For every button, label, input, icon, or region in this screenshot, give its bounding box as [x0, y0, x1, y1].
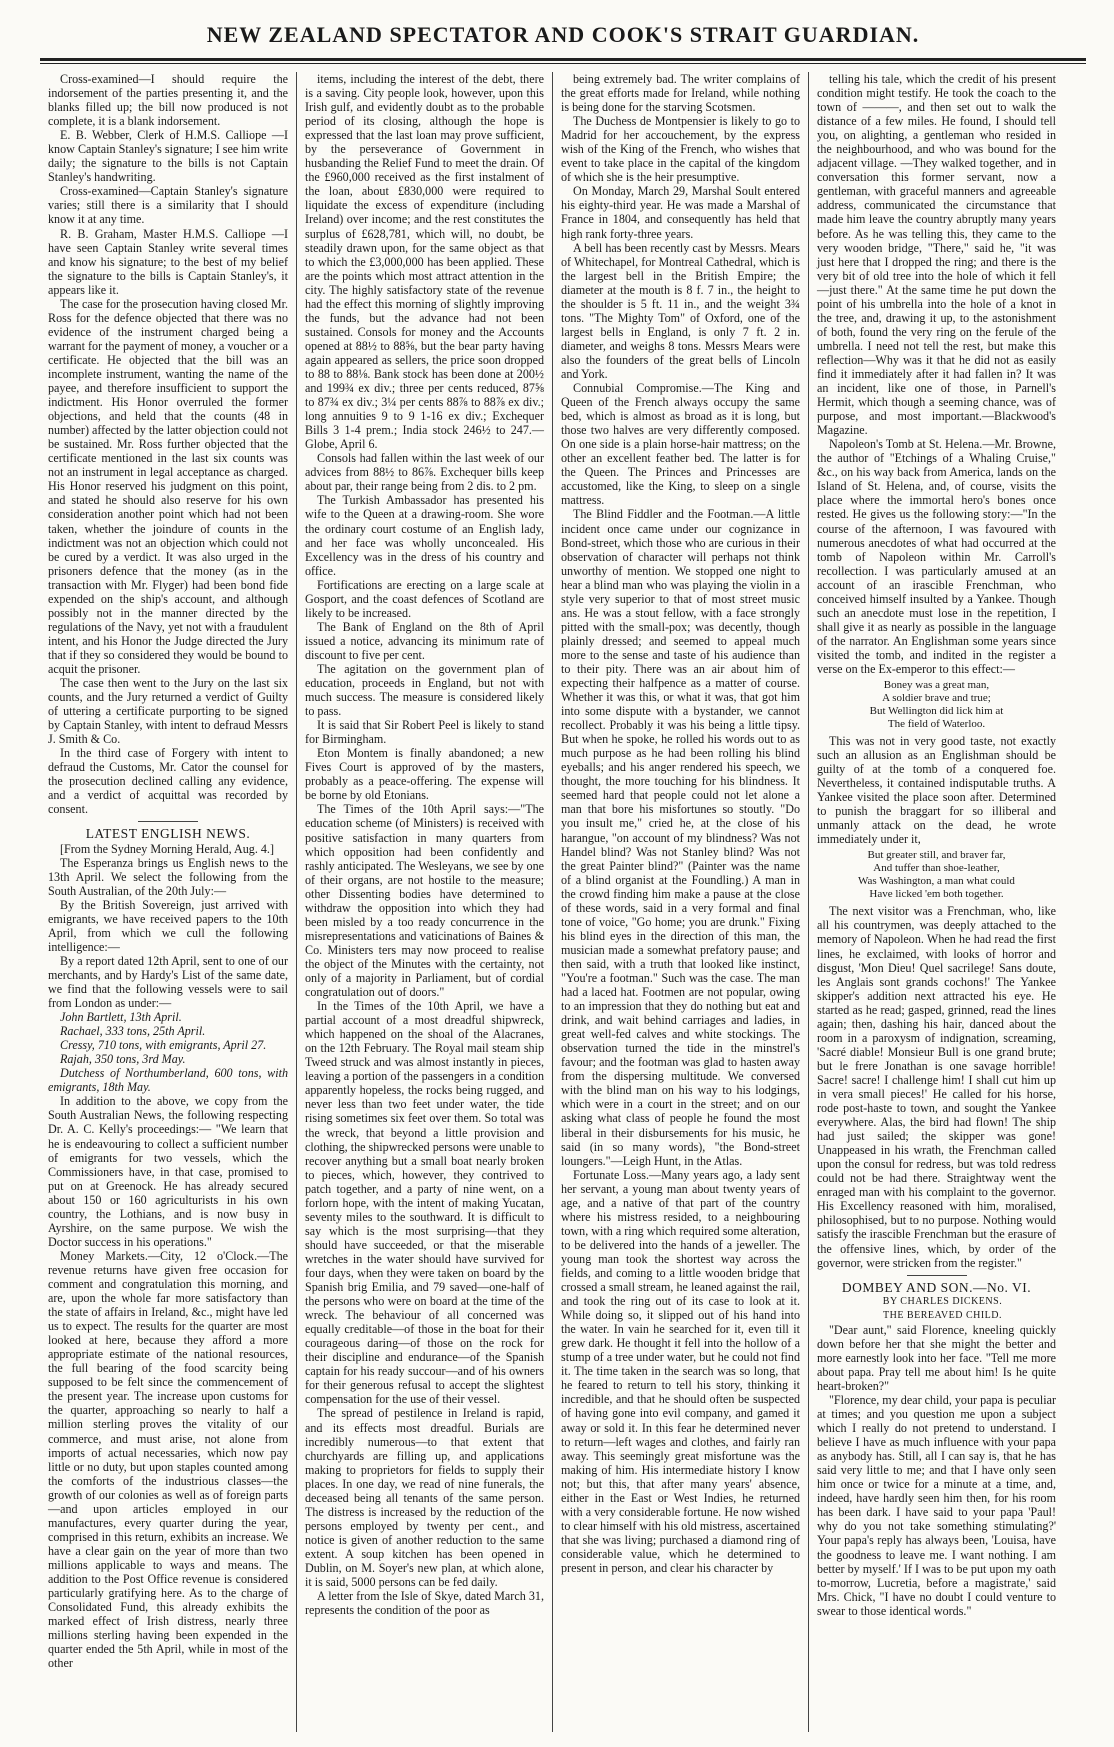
- column-3: [552, 72, 808, 1732]
- verse-line: And tuffer than shoe-leather,: [873, 862, 1000, 875]
- ship-list: [48, 1010, 288, 1094]
- paragraph: On Monday, March 29, Marshal Soult entered his eighty-third year. He was made a Marshal of France in 1804, and consequently has held that high rank forty-three years.: [561, 184, 800, 241]
- paragraph: Cressy, 710 tons, with emigrants, April 27.: [60, 1038, 267, 1053]
- col3-paragraphs: [561, 72, 800, 1575]
- verse-1: [817, 679, 1056, 731]
- section-heading: LATEST ENGLISH NEWS.: [85, 826, 251, 842]
- paragraph: Rachael, 333 tons, 25th April.: [60, 1024, 206, 1039]
- paragraph: The next visitor was a Frenchman, who, like all his countrymen, was deeply attached to the memory of Napoleon. When he had read the first lines, he exclaimed, with looks of horror and disgust, 'Mon Dieu! Quel sacrilege! Sans doute, les Anglais sont grands cochons!' The Yankee skipper's addition next attracted his eye. He started as he read; gasped, grinned, read the lines again; then, dashing his hair, danced about the room in a paroxysm of indignation, screaming, 'Sacré diable! Monsieur Bull is one grand brute; but le frere Jonathan is one savage horrible! Sacre! sacre! I challenge him! I shall cut him up in vera small pieces!' He called for his horse, rode post-haste to town, and sought the Yankee everywhere. Alas, the bird had flown! The ship had just sailed; the skipper was gone! Unappeased in his wrath, the Frenchman called upon the consul for redress, but was told redress could not be had there. Straightway went the enraged man with his complaint to the governor. His Excellency reasoned with him, moralised, philosophised, but to no purpose. Nothing would satisfy the irascible Frenchman but the erasure of the offensive lines, which, by order of the governor, were stricken from the register.": [817, 904, 1056, 1270]
- paragraph: The agitation on the government plan of education, proceeds in England, but not with much success. The measure is considered likely to pass.: [305, 661, 544, 719]
- paragraph: The Blind Fiddler and the Footman.—A little incident once came under our cognizance in Bond-street, which those who are curious in their observation of character will perhaps not think unworthy of mention. We stopped one night to hear a blind man who was playing the violin in a style very superior to that of most street music ans. He was a stout fellow, with a face strongly pitted with the small-pox; was decently, though plainly dressed; and seemed to appeal much more to the sense and taste of his audience than to their pity. There was an air about him of expecting their halfpence as a matter of course. Whether it was this, or what it was, that got him into some dispute with a bystander, we cannot recollect. Probably it was his being a little tipsy. But when he spoke, he rolled his words out to as much purpose as he had been rolling his blind eyeballs; and his anger rendered his speech, we thought, the more touching for his blindness. It seemed hard that people could not let alone a man that bore his misfortunes so stoutly. "Do you insult me," cried he, at the close of his harangue, "on account of my blindness? Was not Handel blind? Was not Stanley blind? Was not the great Painter blind?" (Painter was the name of a blind organist at the Foundling.) A man in the crowd finding him make a pause at the close of these words, said in a very formal and final tone of voice, "Go home; you are drunk." Fixing his blind eyes in the direction of this man, the musician made a somewhat prefatory pause; and then said, with a truth that looked like instinct, "You're a footman." Such was the case. The man had a laced hat. Footmen are not popular, owing to an impression that they do nothing but eat and drink, and wait behind carriages and ladies, in great well-fed calves and white stockings. The observation turned the tide in the minstrel's favour; and the footman was glad to hasten away from the dispersing multitude. We conversed with the blind man on his way to his lodgings, which were in a court in the street; and on our asking what class of people he found the most liberal in their disbursements for his music, he said (in so many words), "the Bond-street loungers."—Leigh Hunt, in the Atlas.: [561, 507, 800, 1168]
- divider: [138, 821, 198, 822]
- col1-paragraphs: [48, 72, 288, 816]
- paragraph: being extremely bad. The writer complains of the great efforts made for Ireland, while nothing is being done for the starving Scotsmen.: [561, 72, 800, 115]
- paragraph: The case for the prosecution having closed Mr. Ross for the defence objected that there was no evidence of the instrument charged being a warrant for the payment of money, a voucher or a certificate. He objected that the bill was an incomplete instrument, wanting the name of the payee, and therefore insufficient to support the indictment. His Honor overruled the former objections, and held that the counts (48 in number) affected by the latter objection could not be sustained. Mr. Ross further objected that the certificate mentioned in the last six counts was not an instrument in legal acceptance as charged. His Honor reserved his judgment on this point, and stated he should also reserve for his own consideration another point which had not been taken, whether the joindure of counts in the indictment was not an objection which could not be cured by a verdict. It was also urged in the prisoners defence that the money (as in the transaction with Mr. Flyger) had been bond fide expended on the ship's account, and although possibly not in the manner directed by the regulations of the Navy, yet not with a fraudulent intent, and his Honor the Judge directed the Jury that if they so considered they would be bound to acquit the prisoner.: [48, 296, 288, 676]
- paragraph: The spread of pestilence in Ireland is rapid, and its effects most dreadful. Burials are incredibly numerous—to that extent that churchyards are filling up, and applications making to proprietors for fields to supply their places. In one day, we read of nine funerals, the deceased being all tenants of the same person. The distress is increased by the reduction of the persons employed by twenty per cent., and notice is given of another reduction to the same extent. A soup kitchen has been opened in Dublin, on M. Soyer's new plan, at which alone, it is said, 5000 persons can be fed daily.: [305, 1406, 544, 1590]
- column-1: [40, 72, 296, 1732]
- paragraph: Fortunate Loss.—Many years ago, a lady sent her servant, a young man about twenty years of age, and a native of that part of the country where his mistress resided, to a neighbouring town, with a ring which required some alteration, to be delivered into the hands of a jeweller. The young man took the shortest way across the fields, and coming to a little wooden bridge that crossed a small stream, he leaned against the rail, and took the ring out of its case to look at it. While doing so, it slipped out of his hand into the water. In vain he searched for it, even till it grew dark. He thought it fell into the hollow of a stump of a tree under water, but he could not find it. The time taken in the search was so long, that he feared to return to tell his story, thinking it incredible, and that he should often be suspected of having gone into evil company, and gamed it away or sold it. In this fear he determined never to return—left wages and clothes, and fairly ran away. This seemingly great misfortune was the making of him. His intermediate history I know not; but this, that after many years' absence, either in the East or West Indies, he returned with a very considerable fortune. He now wished to clear himself with his old mistress, ascertained that she was living; purchased a diamond ring of considerable value, which he determined to present in person, and clear his character by: [561, 1167, 800, 1575]
- paragraph: The case then went to the Jury on the last six counts, and the Jury returned a verdict of Guilty of uttering a certificate purporting to be signed by Captain Stanley, with intent to defraud Messrs J. Smith & Co.: [48, 676, 288, 747]
- paragraph: R. B. Graham, Master H.M.S. Calliope —I have seen Captain Stanley write several times and know his signature; to the best of my belief the signature to the bills is Captain Stanley's, it appears like it.: [48, 226, 288, 297]
- paragraph: The Turkish Ambassador has presented his wife to the Queen at a drawing-room. She wore the ordinary court costume of an English lady, and her face was wholly unconcealed. His Excellency was in the dress of his country and office.: [305, 493, 544, 578]
- masthead-rule: [40, 58, 1086, 61]
- paragraph: Cross-examined—Captain Stanley's signature varies; still there is a similarity that I should know it at any time.: [48, 184, 288, 227]
- col4-paragraphs: [817, 72, 1056, 676]
- columns: [40, 72, 1086, 1732]
- verse-line: Was Washington, a man what could: [858, 875, 1015, 888]
- paragraph: The Esperanza brings us English news to the 13th April. We select the following from the South Australian, of the 20th July:—: [48, 855, 288, 898]
- chapter-title: THE BEREAVED CHILD.: [882, 1309, 1003, 1321]
- paragraph: Money Markets.—City, 12 o'Clock.—The revenue returns have given free occasion for comment and congratulation this morning, and are, upon the whole far more satisfactory than the state of affairs in Ireland, &c., might have led us to expect. The results for the quarter are most looked at here, because they afford a more appropriate estimate of the national resources, the full bearing of the food scarcity being supposed to be felt since the commencement of the present year. The increase upon customs for the quarter, approaching so nearly to half a million sterling proves the vitality of our commerce, and must arise, not alone from imports of actual necessaries, which now pay little or no duty, but upon staples counted among the comforts of the industrious classes—the growth of our colonies as well as of foreign parts—and upon articles employed in our manufactures, every quarter during the year, comprised in this return, exhibits an increase. We have a clear gain on the year of more than two millions applicable to ways and means. The addition to the Post Office revenue is considered particularly gratifying here. As to the charge of Consolidated Fund, this already exhibits the marked effect of Irish distress, nearly three millions sterling having been expended in the quarter ended the 5th April, while in most of the other: [48, 1248, 288, 1671]
- paragraph: [From the Sydney Morning Herald, Aug. 4.]: [60, 841, 274, 856]
- col1b-paragraphs: [48, 842, 288, 1011]
- paragraph: John Bartlett, 13th April.: [60, 1010, 182, 1025]
- paragraph: This was not in very good taste, not exactly such an allusion as an Englishman should be guilty of at the tomb of a conquered foe. Nevertheless, it contained indisputable truths. A Yankee visited the place soon after. Determined to punish the braggart for so illiberal and unmanly attack on the dead, he wrote immediately under it,: [817, 734, 1056, 847]
- paragraph: In the third case of Forgery with intent to defraud the Customs, Mr. Cator the counsel for the prosecution declined calling any evidence, and a verdict of acquittal was recorded by consent.: [48, 746, 288, 817]
- paragraph: Consols had fallen within the last week of our advices from 88½ to 86⅞. Exchequer bills keep about par, their range being from 2 dis. to 2 pm.: [305, 451, 544, 494]
- verse-line: But greater still, and braver far,: [867, 849, 1006, 862]
- paragraph: Connubial Compromise.—The King and Queen of the French always occupy the same bed, which is almost as broad as it is long, but those two halves are very differently composed. On one side is a plain horse-hair mattress; on the other an excellent feather bed. The latter is for the Queen. The Princes and Princesses are accustomed, like the King, to sleep on a single mattress.: [561, 381, 800, 508]
- col4d-paragraphs: [817, 1323, 1056, 1618]
- verse-line: Have licked 'em both together.: [869, 888, 1004, 901]
- column-4: [808, 72, 1064, 1732]
- paragraph: A letter from the Isle of Skye, dated March 31, represents the condition of the poor as: [305, 1589, 544, 1618]
- paragraph: Eton Montem is finally abandoned; a new Fives Court is approved of by the masters, probably as a peace-offering. The expense will be borne by old Etonians.: [305, 746, 544, 803]
- paragraph: "Dear aunt," said Florence, kneeling quickly down before her that she might the better and more earnestly look into her face. "Tell me more about papa. Pray tell me about him! Is he quite heart-broken?": [817, 1322, 1056, 1393]
- masthead-rule-thin: [40, 63, 1086, 64]
- col1c-paragraphs: [48, 1094, 288, 1670]
- col4c-paragraphs: [817, 904, 1056, 1269]
- paragraph: items, including the interest of the debt, there is a saving. City people look, however, upon this Irish gulf, and evidently doubt as to the probable period of its closing, although the hope is expressed that the last loan may prove sufficient, by the perseverance of Government in husbanding the Relief Fund to meet the drain. Of the £960,000 received as the first instalment of the loan, about £830,000 were required to liquidate the excess of expenditure (including Ireland) over income; and the rest constitutes the surplus of £628,781, which will, no doubt, be steadily drawn upon, for the same object as that to which the £3,000,000 has been applied. These are the points which most attract attention in the city. The highly satisfactory state of the revenue had the effect this morning of slightly improving the funds, but the advance had not been sustained. Consols for money and the Accounts opened at 88½ to 88⅝, but the bear party having again appeared as sellers, the price soon dropped to 88 to 88⅛. Bank stock has been done at 200½ and 199¾ ex div.; three per cents reduced, 87⅝ to 87¾ ex div.; 3¼ per cents 88⅞ to 88⅞ ex div.; long annuities 9 to 9 1-16 ex div.; Exchequer Bills 3 1-4 prem.; India stock 246½ to 247.—Globe, April 6.: [305, 72, 544, 452]
- verse-line: But Wellington did lick him at: [869, 705, 1004, 718]
- paragraph: By the British Sovereign, just arrived with emigrants, we have received papers to the 10th April, from which we cull the following intelligence:—: [48, 897, 288, 954]
- verse-line: A soldier brave and true;: [882, 692, 991, 705]
- paragraph: Cross-examined—I should require the indorsement of the parties presenting it, and the blanks filled up; the bill now produced is not complete, it is a blank indorsement.: [48, 72, 288, 129]
- verse-2: [817, 849, 1056, 901]
- paragraph: It is said that Sir Robert Peel is likely to stand for Birmingham.: [305, 718, 544, 747]
- col2-paragraphs: [305, 72, 544, 1617]
- paragraph: The Times of the 10th April says:—"The education scheme (of Ministers) is received with positive satisfaction in many quarters from which opposition had been confidently and rashly anticipated. The Wesleyans, we see by one of their organs, are not hostile to the measure; other Dissenting bodies have determined to withdraw the opposition into which they had been misled by a too ready concurrence in the misrepresentations and vaticinations of Baines & Co. Ministers ters may now proceed to realise the object of the Minutes with the certainty, not only of a majority in Parliament, but of cordial congratulation out of doors.": [305, 802, 544, 1000]
- paragraph: By a report dated 12th April, sent to one of our merchants, and by Hardy's List of the same date, we find that the following vessels were to sail from London as under:—: [48, 953, 288, 1011]
- paragraph: In the Times of the 10th April, we have a partial account of a most dreadful shipwreck, which happened on the shoal of the Alacranes, on the 12th February. The Royal mail steam ship Tweed struck and was almost instantly in pieces, leaving a portion of the passengers in a condition apparently hopeless, the rocks being rugged, and never less than two feet under water, the tide rising sometimes six feet over them. So total was the wreck, that beyond a little provision and clothing, the shipwrecked persons were unable to recover anything but a small boat nearly broken to pieces, which, however, they contrived to patch together, and a party of nine went, on a forlorn hope, with the intent of making Yucatan, seventy miles to the southward. It is difficult to say which is the most surprising—that they should have succeeded, or that the miserable wretches in the water should have survived for four days, when they were taken on board by the Spanish brig Emilia, and 79 saved—one-half of the persons who were on board at the time of the wreck. The behaviour of all concerned was equally creditable—of those in the boat for their courageous daring—of those on the rock for their discipline and endurance—of the Spanish captain for his ready succour—and of his owners for their generous refusal to accept the slightest compensation for the use of their vessel.: [305, 999, 544, 1407]
- verse-line: The field of Waterloo.: [887, 718, 986, 731]
- paragraph: Dutchess of Northumberland, 600 tons, with emigrants, 18th May.: [48, 1066, 288, 1095]
- paragraph: Napoleon's Tomb at St. Helena.—Mr. Browne, the author of "Etchings of a Whaling Cruise," &c., on his way back from America, lands on the Island of St. Helena, and, of course, visits the place where the immortal hero's bones once rested. He gives us the following story:—"In the course of the afternoon, I was favoured with numerous anecdotes of what had occurred at the tomb of Napoleon within Mr. Carroll's recollection. I was particularly amused at an account of an irascible Frenchman, who conceived himself insulted by a Yankee. Though such an anecdote must lose in the repetition, I shall give it as nearly as possible in the language of the narrator. An Englishman some years since visited the tomb, and indited in the register a verse on the Ex-emperor to this effect:—: [817, 437, 1056, 676]
- paragraph: In addition to the above, we copy from the South Australian News, the following respecting Dr. A. C. Kelly's proceedings:— "We learn that he is endeavouring to collect a sufficient number of emigrants for two vessels, which the Commissioners have, in that case, promised to put on at Greenock. He has already secured about 150 or 160 agriculturists in his own country, the Lothians, and is now busy in Ayrshire, on the same purpose. We wish the Doctor success in his operations.": [48, 1094, 288, 1249]
- byline: BY CHARLES DICKENS.: [882, 1295, 1003, 1307]
- paragraph: The Duchess de Montpensier is likely to go to Madrid for her accouchement, by the express wish of the King of the French, who wishes that event to take place in the capital of the kingdom of which she is the heir presumptive.: [561, 114, 800, 185]
- masthead: NEW ZEALAND SPECTATOR AND COOK'S STRAIT GUARDIAN.: [206, 22, 920, 47]
- paragraph: A bell has been recently cast by Messrs. Mears of Whitechapel, for Montreal Cathedral, which is the largest bell in the British Empire; the diameter at the mouth is 8 f. 7 in., the height to the shoulder is 5 ft. 11 in., and the weight 3¾ tons. "The Mighty Tom" of Oxford, one of the largest bells in England, is only 7 ft. 2 in. diameter, and weighs 8 tons. Messrs Mears were also the founders of the great bells of Lincoln and York.: [561, 240, 800, 381]
- column-2: [296, 72, 552, 1732]
- paragraph: Fortifications are erecting on a large scale at Gosport, and the coast defences of Scotland are likely to be increased.: [305, 577, 544, 620]
- paragraph: telling his tale, which the credit of his present condition might testify. He took the coach to the town of ———, and then set out to walk the distance of a few miles. He found, I should tell you, on alighting, a gentleman who resided in the neighbourhood, and who was bound for the adjacent village. —They walked together, and in conversation this former servant, now a gentleman, with graceful manners and agreeable address, communicated the circumstance that made him leave the country abruptly many years before. As he was telling this, they came to the very wooden bridge, "There," said he, "it was just here that I dropped the ring; and there is the very bit of old tree into the hole of which it fell—just there." At the same time he put down the point of his umbrella into the hole of a knot in the tree, and, drawing it up, to the astonishment of both, found the very ring on the ferule of the umbrella. I need not tell the rest, but make this reflection—Why was it that he did not as easily find it immediately after it had fallen in? It was an incident, like one of those, in Parnell's Hermit, which though a seeming chance, was of purpose, and most important.—Blackwood's Magazine.: [817, 72, 1056, 438]
- verse-line: Boney was a great man,: [883, 679, 990, 692]
- paragraph: E. B. Webber, Clerk of H.M.S. Calliope —I know Captain Stanley's signature; I see him write daily; the signature to the bills is not Captain Stanley's handwriting.: [48, 128, 288, 185]
- divider: [907, 1275, 967, 1276]
- story-title: DOMBEY AND SON.—No. VI.: [841, 1279, 1032, 1295]
- paragraph: The Bank of England on the 8th of April issued a notice, advancing its minimum rate of discount to five per cent.: [305, 619, 544, 662]
- paragraph: "Florence, my dear child, your papa is peculiar at times; and you question me upon a subject which I really do not pretend to understand. I believe I have as much influence with your papa as anybody has. Still, all I can say is, that he has said very little to me; and that I have only seen him once or twice for a minute at a time, and, indeed, have hardly seen him then, for his room has been dark. I have said to your papa 'Paul! why do you not take something stimulating?' Your papa's reply has always been, 'Louisa, have the goodness to leave me. I want nothing. I am better by myself.' If I was to be put upon my oath to-morrow, Lucretia, before a magistrate,' said Mrs. Chick, "I have no doubt I could venture to swear to those identical words.": [817, 1392, 1056, 1618]
- col4b-paragraphs: [817, 734, 1056, 846]
- paragraph: Rajah, 350 tons, 3rd May.: [60, 1052, 186, 1067]
